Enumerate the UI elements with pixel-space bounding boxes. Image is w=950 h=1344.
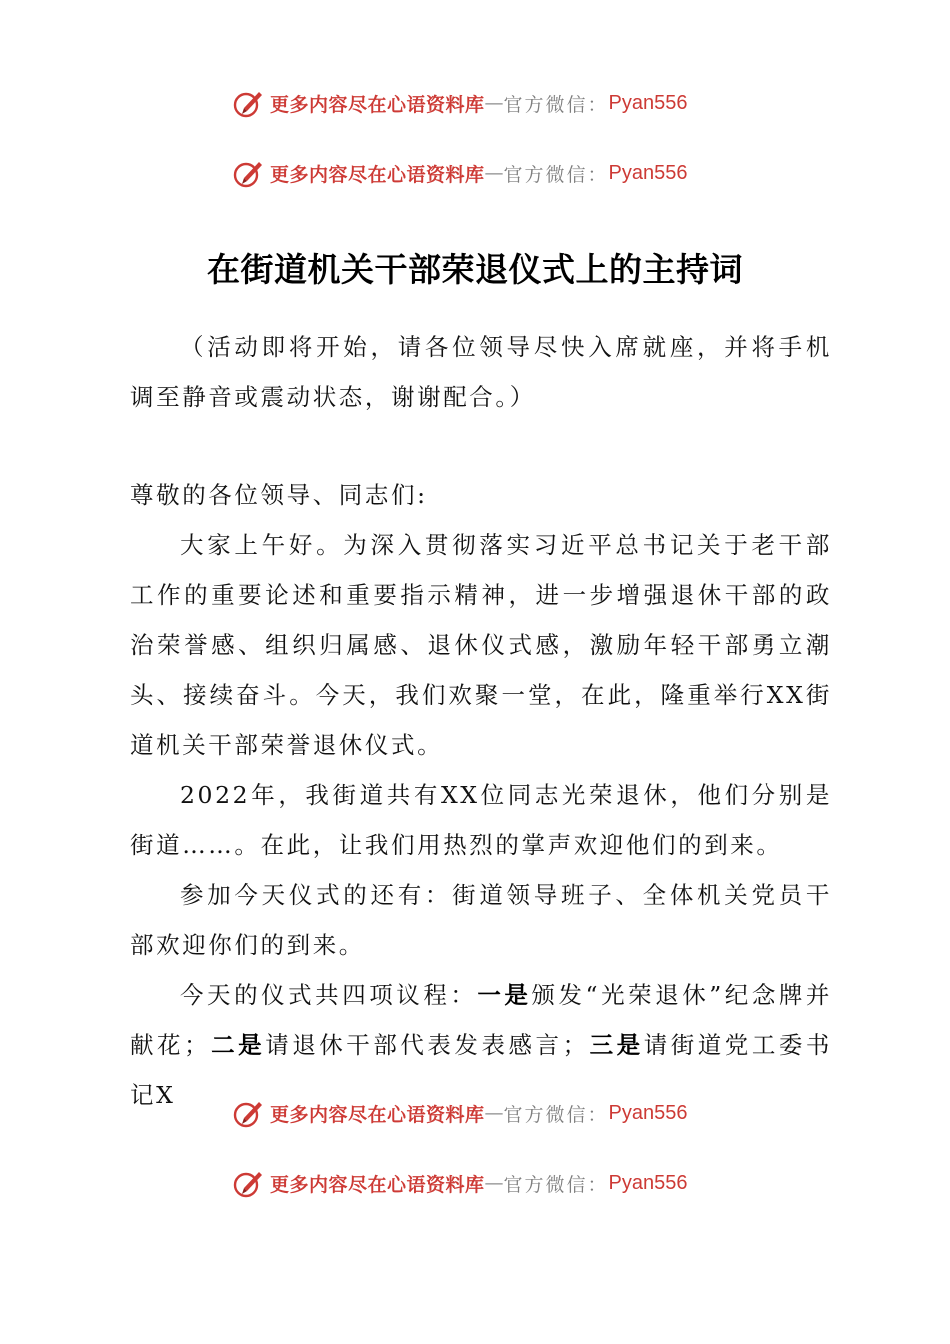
watermark-dash: — (484, 92, 504, 114)
agenda-item-1-label: 一是 (477, 981, 532, 1009)
watermark-banner (232, 1095, 688, 1131)
watermark-banner (232, 155, 688, 191)
watermark-text-red: 更多内容尽在心语资料库 (270, 93, 485, 116)
watermark-banner (232, 1165, 688, 1201)
paragraph-attendees: 参加今天仪式的还有：街道领导班子、全体机关党员干部欢迎你们的到来。 (130, 881, 832, 959)
agenda-item-3-label: 三是 (588, 1031, 644, 1059)
watermark-text-red: 更多内容尽在心语资料库 (270, 163, 485, 186)
watermark-text-red: 更多内容尽在心语资料库 (270, 1173, 485, 1196)
watermark-text-gray: 官方微信： (503, 1103, 609, 1126)
watermark-banner (232, 85, 688, 121)
agenda-item-2-label: 二是 (210, 1031, 266, 1059)
notice-paragraph: （活动即将开始，请各位领导尽快入席就座，并将手机调至静音或震动状态，谢谢配合。） (130, 333, 832, 411)
paragraph-retirees: 2022年，我街道共有XX位同志光荣退休，他们分别是街道……。在此，让我们用热烈的掌声欢迎他们的到来。 (130, 781, 832, 859)
agenda-item-2-text: 请退休干部代表发表感言； (265, 1031, 589, 1059)
watermark-dash: — (484, 1172, 504, 1194)
agenda-intro: 今天的仪式共四项议程： (180, 981, 478, 1009)
watermark-dash: — (484, 1102, 504, 1124)
watermark-account: Pyan556 (608, 161, 688, 184)
salutation: 尊敬的各位领导、同志们: (130, 481, 428, 509)
document-body (130, 470, 832, 1120)
agenda-item-1-text: 颁发“光荣退休”纪念牌并献花； (130, 981, 832, 1059)
watermark-text-gray: 官方微信： (503, 1173, 609, 1196)
watermark-dash: — (484, 162, 504, 184)
document-notice-block (130, 322, 832, 422)
paragraph-opening: 大家上午好。为深入贯彻落实习近平总书记关于老干部工作的重要论述和重要指示精神，进一步增强退休干部的政治荣誉感、组织归属感、退休仪式感，激励年轻干部勇立潮头、接续奋斗。今天，我们欢聚一堂，在此，隆重举行XX街道机关干部荣誉退休仪式。 (130, 531, 832, 759)
pen-logo-icon (232, 157, 264, 189)
watermark-account: Pyan556 (608, 1171, 688, 1194)
pen-logo-icon (232, 1097, 264, 1129)
watermark-text-gray: 官方微信： (503, 93, 609, 116)
pen-logo-icon (232, 1167, 264, 1199)
pen-logo-icon (232, 87, 264, 119)
watermark-text-gray: 官方微信： (503, 163, 609, 186)
watermark-account: Pyan556 (608, 91, 688, 114)
document-title: 在街道机关干部荣退仪式上的主持词 (207, 250, 743, 289)
watermark-text-red: 更多内容尽在心语资料库 (270, 1103, 485, 1126)
agenda-item-3-text: 请街道党工委书记X (130, 1031, 833, 1109)
watermark-account: Pyan556 (608, 1101, 688, 1124)
